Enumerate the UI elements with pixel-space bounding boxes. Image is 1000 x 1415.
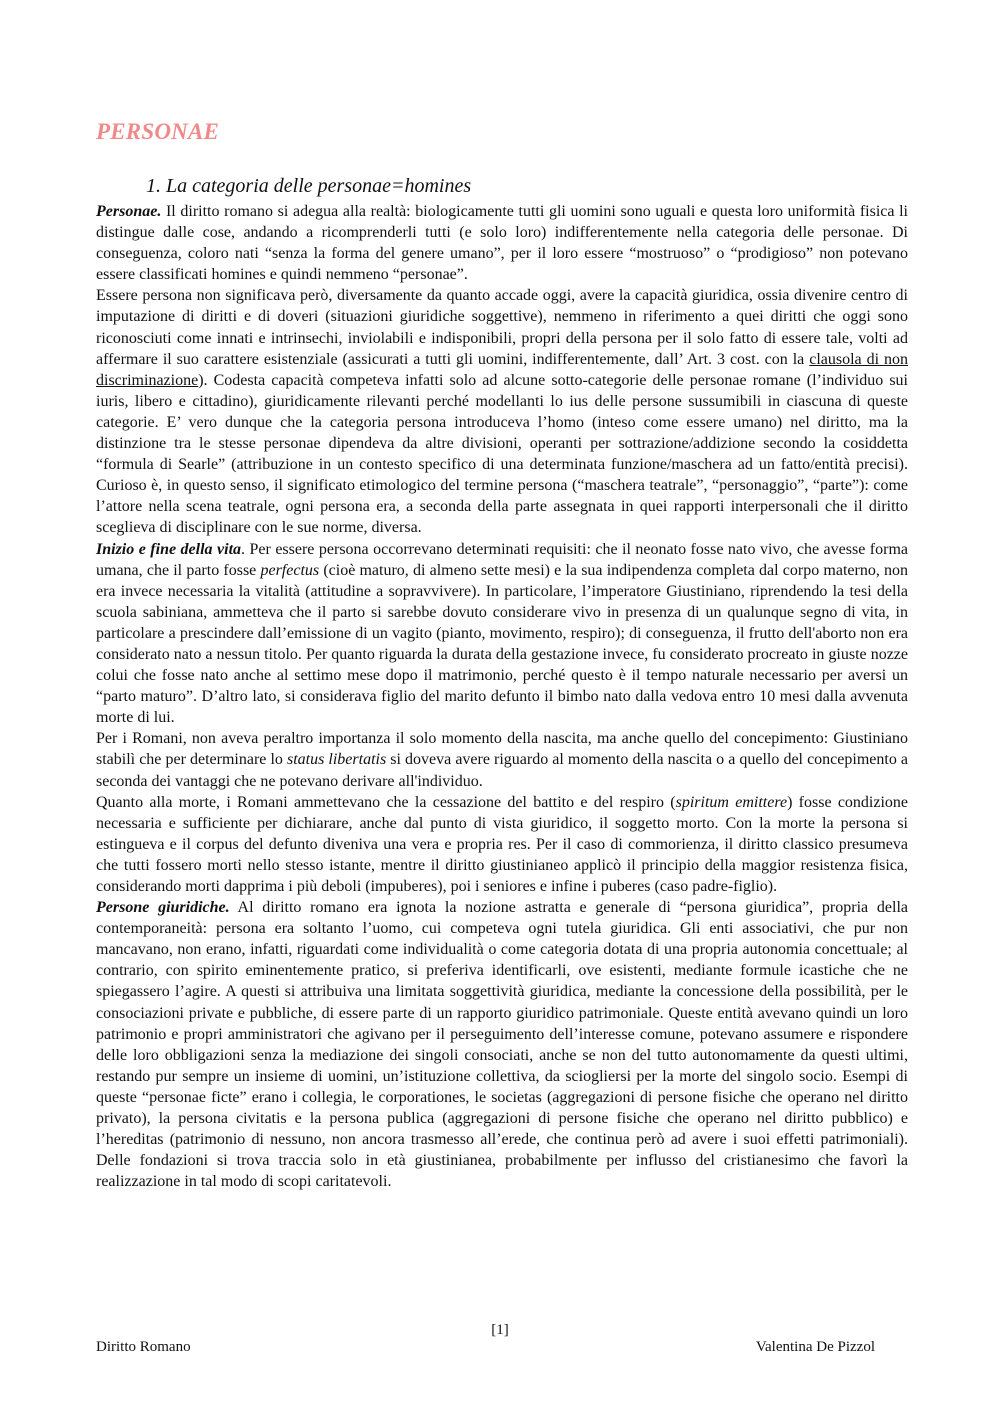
paragraph-inizio-fine-vita: [96, 539, 908, 729]
paragraph-text: Per i Romani, non aveva peraltro importanza il solo momento della nascita, ma anche quello del concepimento: Giustiniano stabilì che per determinare lo: [96, 730, 908, 769]
italic-term: status libertatis: [286, 751, 387, 769]
paragraph-text: Al diritto romano era ignota la nozione astratta e generale di “persona giuridica”, propria della contemporaneità: persona era soltanto l’uomo, cui competeva ogni tutela giuridica. Gli enti associativi, che pur non mancavano, non erano, infatti, riguardati come individualità o come categoria dotata di una propria autonomia concettuale; al contrario, con spirito eminentemente pratico, si preferiva identificarli, ove esistenti, mediante formule icastiche che ne spiegassero l’agire. A questi si attribuiva una limitata soggettività giuridica, mediante la concessione della possibilità, per le consociazioni private e pubbliche, di essere parte di un rapporto giuridico patrimoniale. Queste entità avevano quindi un loro patrimonio e propri amministratori che agivano per il perseguimento dell’interesse comune, potevano assumere e rispondere delle loro obbligazioni senza la mediazione dei singoli consociati, anche se non del tutto autonomamente da questi ultimi, restando pur sempre un insieme di uomini, un’istituzione collettiva, da sciogliersi per la morte del singolo socio. Esempi di queste “personae ficte” erano i collegia, le corporationes, le societas (aggregazioni di persone fisiche che operano nel diritto privato), la persona civitatis e la persona publica (aggregazioni di persone fisiche che operano nel diritto pubblico) e l’hereditas (patrimonio di nessuno, non ancora trasmesso all’erede, che continua però ad avere i suoi effetti patrimoniali). Delle fondazioni si trova traccia solo in età giustinianea, probabilmente per influsso del cristianesimo che favorì la realizzazione in tal modo di scopi caritatevoli.: [96, 899, 908, 1191]
paragraph-text: Essere persona non significava però, diversamente da quanto accade oggi, avere la capacità giuridica, ossia divenire centro di imputazione di diritti e di doveri (situazioni giuridiche soggettive), nemmeno in riferimento a quei diritti che oggi sono riconosciuti come innati e intrinsechi, inviolabili e indisponibili, propri della persona per il solo fatto di essere tale, volti ad affermare il suo carattere esistenziale (assicurati a tutti gli uomini, indifferentemente, dall’ Art. 3 cost. con la: [96, 287, 908, 368]
paragraph-capacita-giuridica: [96, 285, 908, 538]
paragraph-text: ). Codesta capacità competeva infatti solo ad alcune sotto-categorie delle personae romane (l’individuo sui iuris, libero e cittadino), giuridicamente rilevanti perché modellanti lo ius delle persone sussumibili in ciascuna di queste categorie. E’ vero dunque che la categoria persona introduceva l’homo (inteso come essere umano) nel diritto, ma la distinzione tra le stesse personae dipendeva da altre divisioni, operanti per sottrazione/addizione secondo la cosiddetta “formula di Searle” (attribuzione in un contesto specifico di una determinata funzione/maschera ad un fatto/entità precisi). Curioso è, in questo senso, il significato etimologico del termine persona (“maschera teatrale”, “personaggio”, “parte”): come l’attore nella scena teatrale, ogni persona era, a seconda della parte assegnata in quei rapporti interpersonali che il diritto sceglieva di disciplinare con le sue norme, diversa.: [96, 371, 908, 537]
page-title: PERSONAE: [96, 119, 220, 144]
footer-course-title: Diritto Romano: [96, 1339, 191, 1355]
paragraph-text: si doveva avere riguardo al momento della nascita o a quello del concepimento a seconda dei vantaggi che ne potevano derivare all'individuo.: [96, 751, 909, 790]
italic-term: spiritum emittere: [675, 793, 788, 811]
paragraph-concepimento: [96, 728, 908, 791]
footer-author: Valentina De Pizzol: [755, 1339, 875, 1355]
paragraph-morte: [96, 792, 908, 897]
page-number: [1]: [491, 1322, 509, 1338]
paragraph-text: Quanto alla morte, i Romani ammettevano che la cessazione del battito e del respiro (: [96, 793, 676, 811]
paragraph-lead-persone-giuridiche: Persone giuridiche.: [96, 899, 230, 917]
document-body: [96, 201, 908, 1192]
paragraph-lead-inizio-fine: Inizio e fine della vita: [96, 540, 242, 558]
paragraph-personae: [96, 201, 908, 285]
section-heading: 1. La categoria delle personae=homines: [146, 175, 472, 197]
paragraph-text: (cioè maturo, di almeno sette mesi) e la sua indipendenza completa dal corpo materno, non era invece necessaria la vitalità (attitudine a sopravvivere). In particolare, l’imperatore Giustiniano, riprendendo la tesi della scuola sabiniana, ammetteva che il parto si sarebbe dovuto considerare vivo in presenza di un qualunque segno di vita, in particolare a prescindere dall’emissione di un vagito (pianto, movimento, respiro); di conseguenza, il frutto dell'aborto non era considerato nato a nessun titolo. Per quanto riguarda la durata della gestazione invece, fu considerato procreato in giuste nozze colui che fosse nato anche al settimo mese dopo il matrimonio, perché questo è il tempo naturale necessario per aversi un “parto maturo”. D’altro lato, si considerava figlio del marito defunto il bimbo nato dalla vedova entro 10 mesi dalla avvenuta morte di lui.: [96, 561, 909, 727]
paragraph-text: Il diritto romano si adegua alla realtà: biologicamente tutti gli uomini sono uguali e questa loro uniformità fisica li distingue dalle cose, andando a ricomprenderli tutti (e solo loro) indifferentemente nella categoria delle personae. Di conseguenza, coloro nati “senza la forma del genere umano”, per il loro essere “mostruoso” o “prodigioso” non potevano essere classificati homines e quindi nemmeno “personae”.: [96, 203, 908, 284]
paragraph-persone-giuridiche: [96, 897, 908, 1192]
paragraph-lead-personae: Personae.: [96, 203, 162, 220]
italic-term: perfectus: [260, 561, 320, 579]
paragraph-text: . Per essere persona occorrevano determinati requisiti: che il neonato fosse nato vivo, che avesse forma umana, che il parto fosse: [96, 540, 908, 579]
paragraph-text: ) fosse condizione necessaria e sufficiente per dichiarare, anche dal punto di vista giuridico, il soggetto morto. Con la morte la persona si estingueva e il corpus del defunto diveniva una vera e propria res. Per il caso di commorienza, il diritto classico presumeva che tutti fossero morti nello stesso istante, mentre il diritto giustinianeo applicò il principio della maggior resistenza fisica, considerando morti dapprima i più deboli (impuberes), poi i seniores e infine i puberes (caso padre-figlio).: [96, 793, 909, 895]
underlined-term: clausola di non discriminazione: [96, 350, 909, 389]
